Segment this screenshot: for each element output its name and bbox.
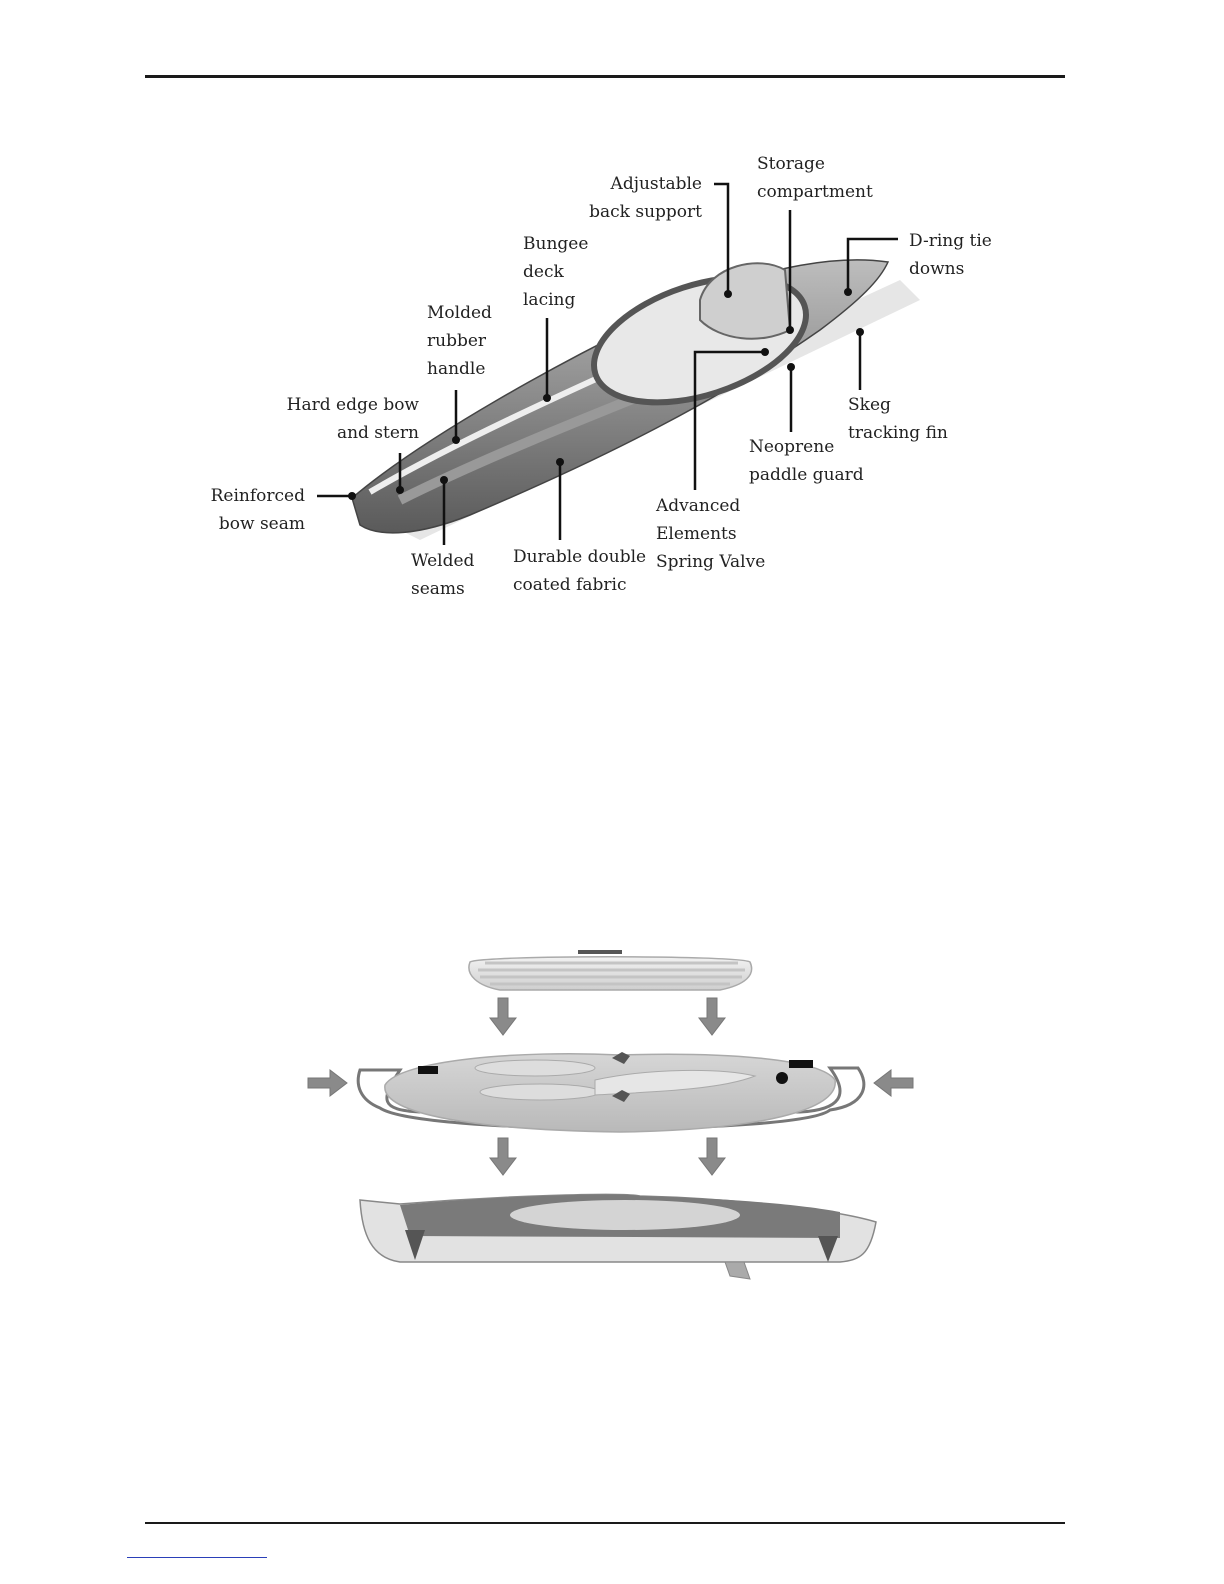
- label-advanced-elements-spring-valve: Advanced Elements Spring Valve: [656, 496, 766, 572]
- label-storage-compartment: Storage compartment: [757, 154, 873, 202]
- inflatable-chamber: [358, 1052, 864, 1132]
- kayak-seat: [700, 263, 790, 338]
- floor-pad: [469, 950, 752, 990]
- bottom-rule: [145, 1522, 1065, 1524]
- label-hard-edge-bow-and-stern: Hard edge bow and stern: [286, 395, 419, 443]
- label-molded-rubber-handle: Molded rubber handle: [427, 303, 492, 379]
- footer-link[interactable]: [127, 1557, 267, 1558]
- label-d-ring-tie-downs: D-ring tie downs: [909, 231, 992, 279]
- label-durable-double-coated-fabric: Durable double coated fabric: [513, 547, 647, 595]
- arrow-side-icon: [308, 1070, 913, 1096]
- label-skeg-tracking-fin: Skeg tracking fin: [848, 395, 948, 443]
- arrow-down-icon: [490, 998, 725, 1035]
- label-bungee-deck-lacing: Bungee deck lacing: [523, 234, 589, 310]
- label-reinforced-bow-seam: Reinforced bow seam: [210, 486, 305, 534]
- label-adjustable-back-support: Adjustable back support: [589, 174, 702, 222]
- label-welded-seams: Welded seams: [411, 551, 475, 599]
- label-neoprene-paddle-guard: Neoprene paddle guard: [749, 437, 864, 485]
- outer-shell: [360, 1194, 876, 1279]
